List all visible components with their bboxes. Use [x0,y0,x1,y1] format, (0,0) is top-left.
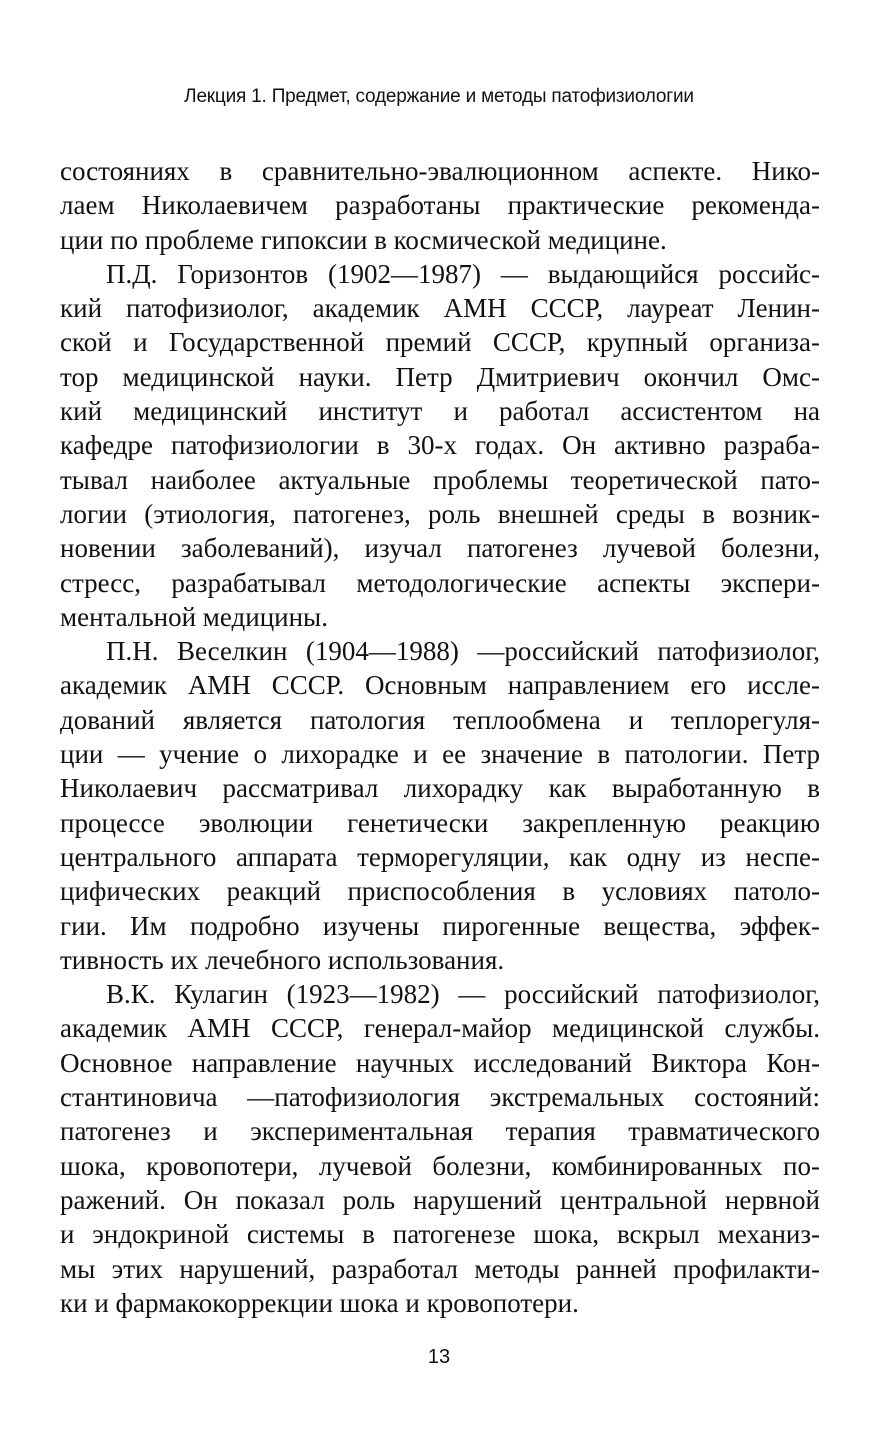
text-line: логии (этиология, патогенез, роль внешней среды в возник- [60,498,820,529]
body-text [60,154,820,1320]
text-line: тивность их лечебного использования. [60,944,505,975]
text-line: шока, кровопотери, лучевой болезни, комбинированных по- [60,1150,820,1181]
text-line: Основное направление научных исследований Виктора Кон- [60,1047,820,1078]
text-line: Николаевич рассматривал лихорадку как выработанную в [60,773,820,804]
text-line: дований является патология теплообмена и теплорегуля- [60,704,820,735]
paragraph-veselkin [60,634,820,977]
text-line: центрального аппарата терморегуляции, как одну из неспе- [60,841,820,872]
text-line: П.Д. Горизонтов (1902—1987) — выдающийся российс- [106,258,820,289]
text-line: ментальной медицины. [60,601,328,632]
text-line: ской и Государственной премий СССР, крупный организа- [60,327,820,358]
text-line: кафедре патофизиологии в 30-х годах. Он активно разраба- [60,430,820,461]
text-line: состояниях в сравнительно-эвалюционном аспекте. Нико- [60,156,820,186]
text-line: академик АМН СССР. Основным направлением его иссле- [60,670,820,701]
text-line: цифических реакций приспособления в условиях патоло- [60,876,820,907]
text-line: мы этих нарушений, разработал методы ранней профилакти- [60,1253,820,1284]
text-line: ражений. Он показал роль нарушений центральной нервной [60,1184,820,1215]
text-line: патогенез и экспериментальная терапия травматического [60,1116,820,1147]
paragraph-kulagin [60,977,820,1320]
text-line: академик АМН СССР, генерал-майор медицинской службы. [60,1013,820,1044]
text-line: ции — учение о лихорадке и ее значение в патологии. Петр [60,739,820,770]
text-line: стресс, разрабатывал методологические аспекты экспери- [60,567,820,598]
page-number: 13 [427,1346,451,1368]
text-line: тор медицинской науки. Петр Дмитриевич окончил Омс- [60,361,820,392]
text-line: кий медицинский институт и работал ассистентом на [60,396,820,427]
text-line: новении заболеваний), изучал патогенез лучевой болезни, [60,533,820,564]
text-line: тывал наиболее актуальные проблемы теоретической пато- [60,464,820,495]
text-line: гии. Им подробно изучены пирогенные вещества, эффек- [60,910,820,941]
text-line: процессе эволюции генетически закрепленную реакцию [60,807,820,838]
text-line: лаем Николаевичем разработаны практические рекоменда- [60,190,820,221]
text-line: ки и фармакокоррекции шока и кровопотери. [60,1287,579,1318]
text-line: П.Н. Веселкин (1904—1988) —российский патофизиолог, [106,636,820,667]
running-header: Лекция 1. Предмет, содержание и методы патофизиологии [184,86,694,107]
text-line: и эндокриной системы в патогенезе шока, вскрыл механиз- [60,1219,820,1250]
text-line: В.К. Кулагин (1923—1982) — российский патофизиолог, [106,979,820,1010]
text-line: ции по проблеме гипоксии в космической медицине. [60,224,667,255]
paragraph-gorizontov [60,257,820,634]
text-line: кий патофизиолог, академик АМН СССР, лауреат Ленин- [60,293,820,324]
paragraph-continuation [60,154,820,257]
text-line: стантиновича —патофизиология экстремальных состояний: [60,1082,820,1113]
